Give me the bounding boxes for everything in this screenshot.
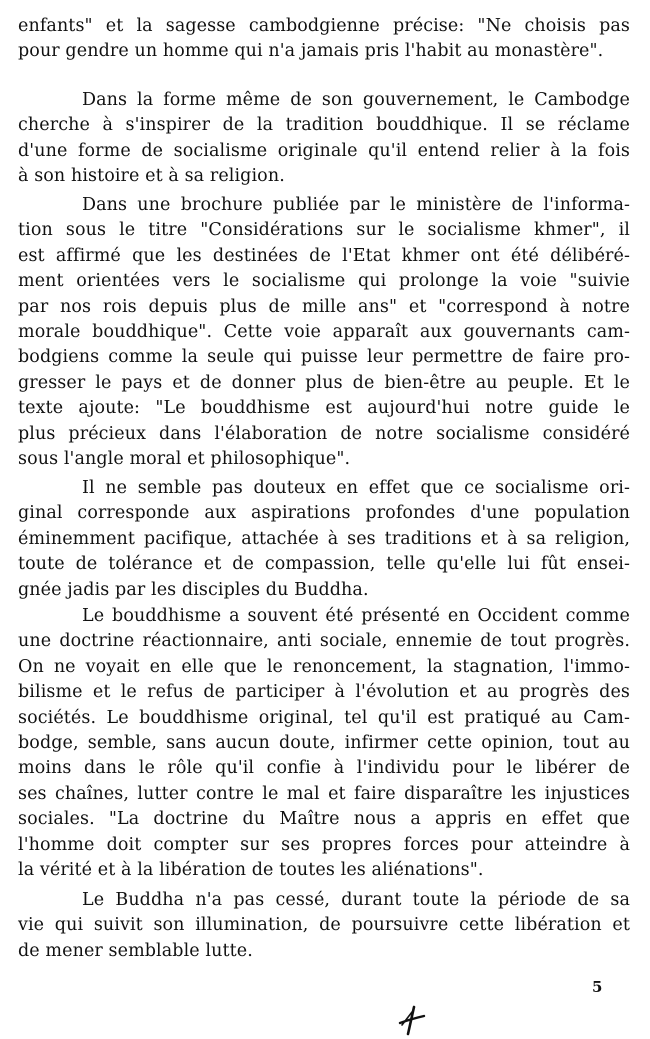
text-line: gresser le pays et de donner plus de bien-être au peuple. Et le [18, 372, 630, 393]
text-line: Le Buddha n'a pas cessé, durant toute la période de sa [82, 890, 630, 910]
text-line: tion sous le titre "Considérations sur le socialisme khmer", il [18, 220, 630, 241]
text-line: vie qui suivit son illumination, de poursuivre cette libération et [18, 915, 630, 936]
text-line: ment orientées vers le socialisme qui prolonge la voie "suivie [18, 271, 630, 292]
text-line: texte ajoute: "Le bouddhisme est aujourd'hui notre guide le [18, 398, 630, 419]
text-line: Dans la forme même de son gouvernement, le Cambodge [82, 90, 630, 110]
text-line: moins dans le rôle qu'il confie à l'individu pour le libérer de [18, 758, 630, 779]
text-line: enfants" et la sagesse cambodgienne précise: "Ne choisis pas [18, 16, 630, 36]
paragraph-original-socialism [18, 476, 630, 603]
text-line: sociétés. Le bouddhisme original, tel qu'il est pratiqué au Cam- [18, 707, 630, 728]
text-line: bodge, semble, sans aucun doute, infirmer cette opinion, tout au [18, 732, 630, 753]
text-line: pour gendre un homme qui n'a jamais pris l'habit au monastère". [18, 41, 604, 62]
text-line: morale bouddhique". Cette voie apparaît aux gouvernants cam- [18, 321, 630, 342]
text-line: Le bouddhisme a souvent été présenté en Occident comme [82, 606, 630, 626]
text-line: est affirmé que les destinées de l'Etat khmer ont été délibéré- [18, 245, 630, 266]
text-line: l'homme doit compter sur ses propres forces pour atteindre à [18, 834, 630, 855]
text-line: à son histoire et à sa religion. [18, 166, 285, 187]
text-line: par nos rois depuis plus de mille ans" et "correspond à notre [18, 296, 630, 317]
text-line: bodgiens comme la seule qui puisse leur permettre de faire pro- [18, 347, 630, 368]
text-line: cherche à s'inspirer de la tradition bouddhique. Il se réclame [18, 115, 630, 136]
text-line: ses chaînes, lutter contre le mal et faire disparaître les injustices [18, 783, 630, 804]
page-number: 5 [592, 978, 603, 996]
text-line: ginal corresponde aux aspirations profondes d'une population [18, 503, 630, 524]
paragraph-government [18, 88, 630, 190]
text-line: la vérité et à la libération de toutes les aliénations". [18, 859, 484, 880]
text-line: une doctrine réactionnaire, anti sociale, ennemie de tout progrès. [18, 631, 630, 652]
paragraph-buddha-liberation [18, 888, 630, 964]
text-line: sociales. "La doctrine du Maître nous a appris en effet que [18, 809, 630, 830]
paragraph-brochure [18, 193, 630, 472]
text-line: gnée jadis par les disciples du Buddha. [18, 579, 369, 600]
text-line: sous l'angle moral et philosophique". [18, 448, 351, 469]
text-line: bilisme et le refus de participer à l'évolution et au progrès des [18, 682, 630, 703]
text-line: Dans une brochure publiée par le ministère de l'informa- [82, 195, 630, 215]
handwritten-mark-icon [394, 1004, 428, 1038]
text-line: toute de tolérance et de compassion, telle qu'elle lui fût ensei- [18, 554, 630, 575]
paragraph-buddhism-occident [18, 604, 630, 883]
text-line: Il ne semble pas douteux en effet que ce socialisme ori- [82, 478, 630, 498]
text-line: éminemment pacifique, attachée à ses traditions et à sa religion, [18, 528, 630, 549]
text-line: On ne voyait en elle que le renoncement, la stagnation, l'immo- [18, 656, 630, 677]
text-line: d'une forme de socialisme originale qu'il entend relier à la fois [18, 140, 630, 161]
text-line: plus précieux dans l'élaboration de notre socialisme considéré [18, 423, 630, 444]
paragraph-continuation [18, 14, 630, 65]
text-line: de mener semblable lutte. [18, 940, 253, 961]
